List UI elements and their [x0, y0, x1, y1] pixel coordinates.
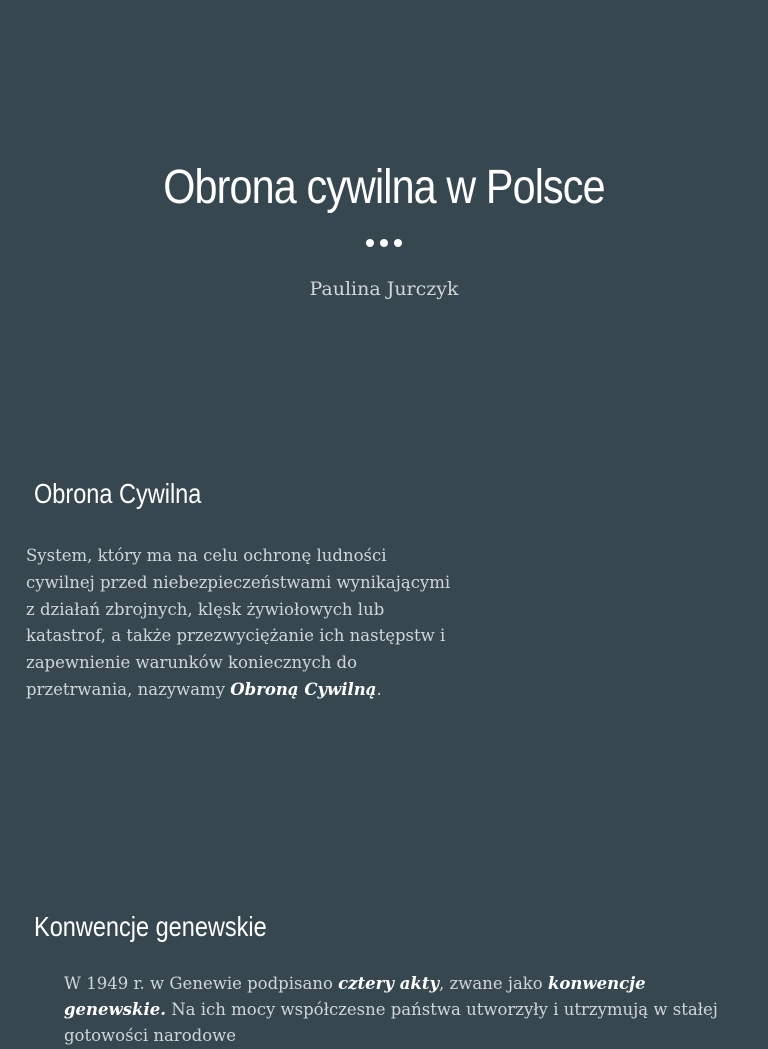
- page-title: Obrona cywilna w Polsce: [163, 161, 605, 214]
- dot-icon: [366, 239, 374, 247]
- emphasized-term: konwencje genewskie.: [64, 974, 646, 1019]
- section-paragraph-konwencje-genewskie: [64, 971, 734, 1049]
- section-paragraph-obrona-cywilna: [26, 543, 451, 704]
- dot-icon: [380, 239, 388, 247]
- emphasized-term: Obroną Cywilną: [230, 679, 377, 699]
- paragraph-text: , zwane jako: [439, 974, 548, 993]
- dot-icon: [394, 239, 402, 247]
- paragraph-text: W 1949 r. w Genewie podpisano: [64, 974, 339, 993]
- author-name: Paulina Jurczyk: [309, 278, 459, 300]
- section-heading-obrona-cywilna: Obrona Cywilna: [34, 478, 202, 509]
- decorative-dots: [0, 239, 768, 247]
- paragraph-text: .: [376, 679, 382, 699]
- paragraph-text: System, który ma na celu ochronę ludności cywilnej przed niebezpieczeństwami wynikającymi z działań zbrojnych, klęsk żywiołowych lub katastrof, a także przezwyciężanie ich następstw i zapewnienie warunków koniecznych do przetrwania, nazywamy: [26, 546, 451, 699]
- emphasized-term: cztery akty: [338, 974, 440, 993]
- section-heading-konwencje-genewskie: Konwencje genewskie: [34, 911, 267, 942]
- paragraph-text: Na ich mocy współczesne państwa utworzyły i utrzymują w stałej gotowości narodowe: [64, 1000, 718, 1045]
